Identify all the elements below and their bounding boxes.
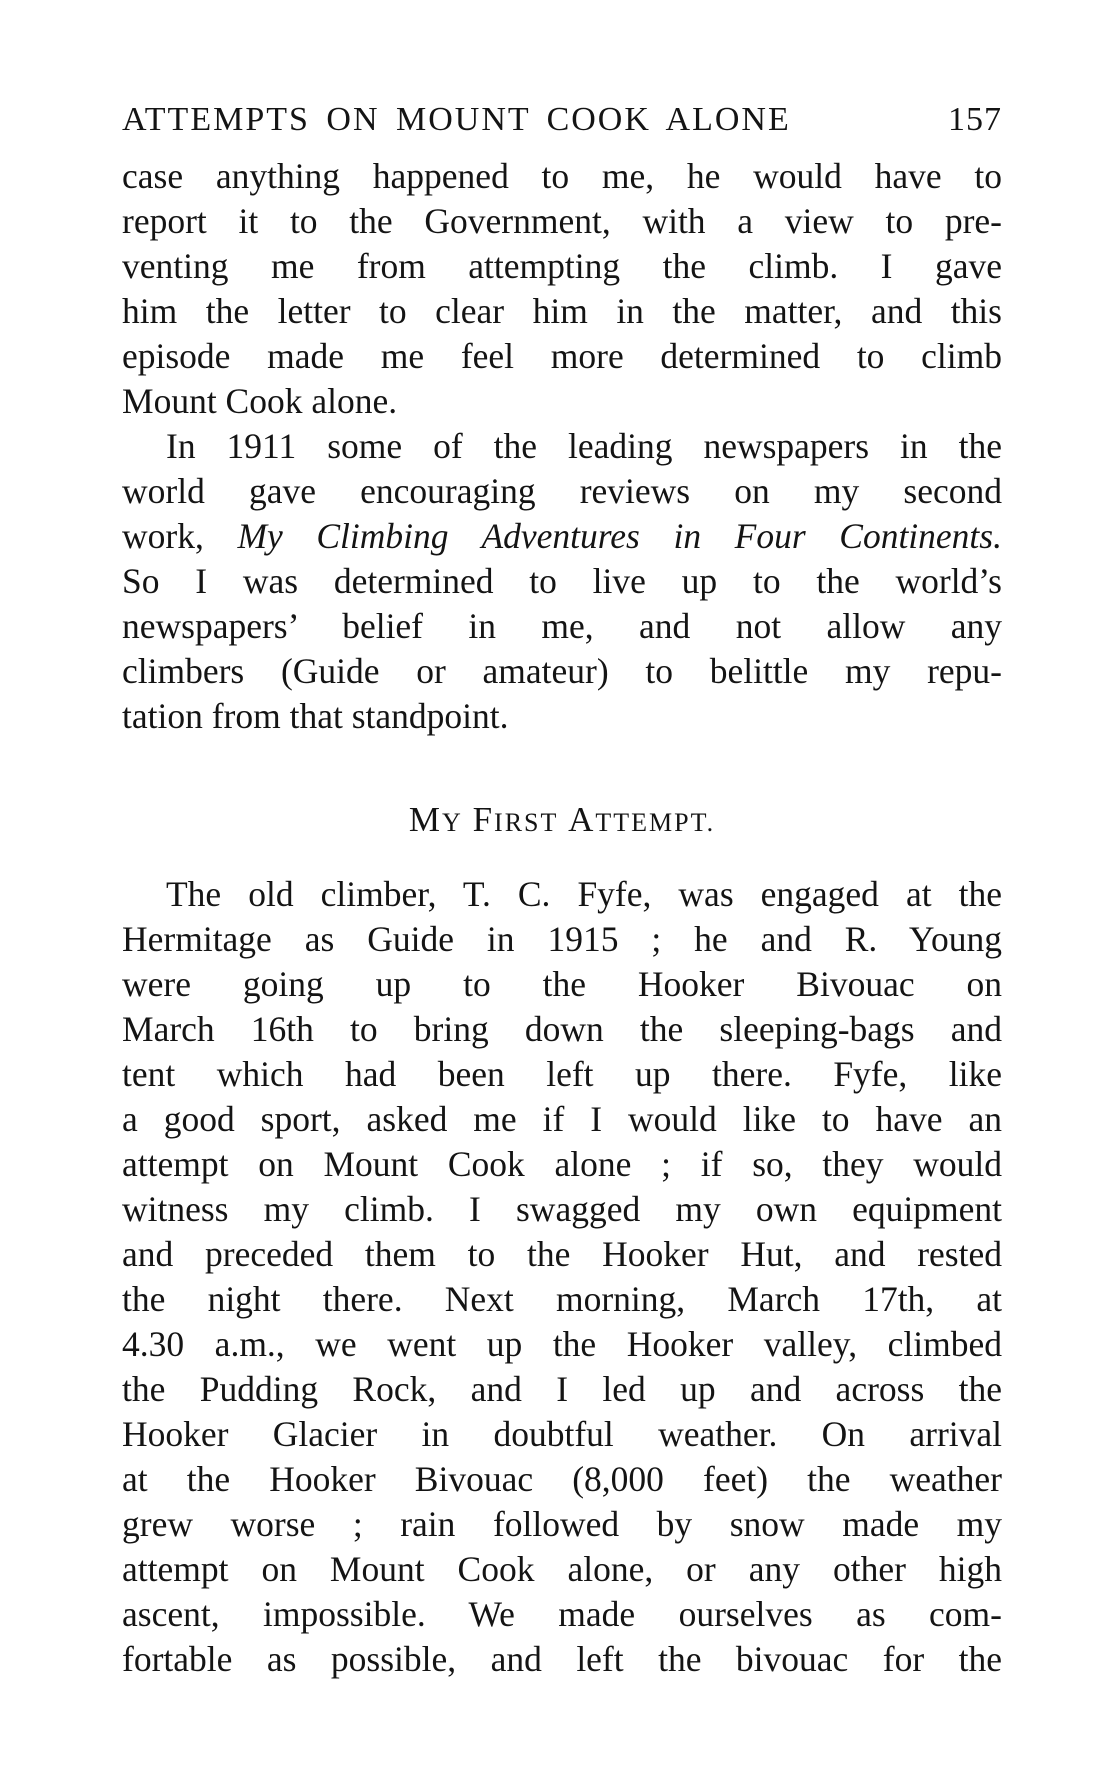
body-text xyxy=(122,154,1002,1682)
text-line: case anything happened to me, he would have to xyxy=(122,156,1002,196)
text-line: attempt on Mount Cook alone, or any other high xyxy=(122,1549,1002,1589)
book-title: My Climbing Adventures in Four Continents. xyxy=(237,516,1002,556)
running-title: ATTEMPTS ON MOUNT COOK ALONE xyxy=(122,101,791,138)
text-line: newspapers’ belief in me, and not allow any xyxy=(122,606,1002,646)
text-line: a good sport, asked me if I would like to have an xyxy=(122,1099,1002,1139)
paragraph-first-attempt xyxy=(122,872,1002,1682)
text-line: 4.30 a.m., we went up the Hooker valley, climbed xyxy=(122,1324,1002,1364)
text-line: tent which had been left up there. Fyfe, like xyxy=(122,1054,1002,1094)
section-spacer xyxy=(122,739,1002,797)
running-head xyxy=(122,92,1002,148)
text-line-with-book-title xyxy=(122,514,1002,559)
text-run: work, xyxy=(122,516,238,556)
heading-letters: TTEMPT. xyxy=(595,808,716,837)
heading-letter: F xyxy=(472,800,495,839)
text-line: ascent, impossible. We made ourselves as com- xyxy=(122,1594,1002,1634)
text-line: were going up to the Hooker Bivouac on xyxy=(122,964,1002,1004)
text-line: Hooker Glacier in doubtful weather. On arrival xyxy=(122,1414,1002,1454)
heading-letters: Y xyxy=(442,808,463,837)
text-line: attempt on Mount Cook alone ; if so, they would xyxy=(122,1144,1002,1184)
paragraph-continued xyxy=(122,154,1002,424)
heading-letter: M xyxy=(408,800,443,839)
section-heading xyxy=(122,797,1002,842)
text-line: So I was determined to live up to the world’s xyxy=(122,561,1002,601)
text-line: March 16th to bring down the sleeping-bags and xyxy=(122,1009,1002,1049)
text-line: him the letter to clear him in the matter, and this xyxy=(122,291,1002,331)
page-number: 157 xyxy=(948,101,1002,138)
text-line: In 1911 some of the leading newspapers in the xyxy=(166,426,1002,466)
text-line: Mount Cook alone. xyxy=(122,381,398,421)
text-line: fortable as possible, and left the bivouac for the xyxy=(122,1639,1002,1679)
text-line: the night there. Next morning, March 17th, at xyxy=(122,1279,1002,1319)
heading-letter: A xyxy=(568,800,596,839)
text-line: the Pudding Rock, and I led up and across the xyxy=(122,1369,1002,1409)
text-line: and preceded them to the Hooker Hut, and rested xyxy=(122,1234,1002,1274)
book-page xyxy=(122,92,1002,1682)
text-line: world gave encouraging reviews on my second xyxy=(122,471,1002,511)
paragraph-reviews xyxy=(122,424,1002,739)
text-line: tation from that standpoint. xyxy=(122,696,509,736)
text-line: episode made me feel more determined to climb xyxy=(122,336,1002,376)
text-line: witness my climb. I swagged my own equipment xyxy=(122,1189,1002,1229)
text-line: at the Hooker Bivouac (8,000 feet) the weather xyxy=(122,1459,1002,1499)
text-line: grew worse ; rain followed by snow made my xyxy=(122,1504,1002,1544)
text-line: Hermitage as Guide in 1915 ; he and R. Young xyxy=(122,919,1002,959)
text-line: report it to the Government, with a view to pre- xyxy=(122,201,1002,241)
heading-letters: IRST xyxy=(494,808,559,837)
text-line: The old climber, T. C. Fyfe, was engaged at the xyxy=(166,874,1002,914)
text-line: venting me from attempting the climb. I gave xyxy=(122,246,1002,286)
text-line: climbers (Guide or amateur) to belittle my repu- xyxy=(122,651,1002,691)
